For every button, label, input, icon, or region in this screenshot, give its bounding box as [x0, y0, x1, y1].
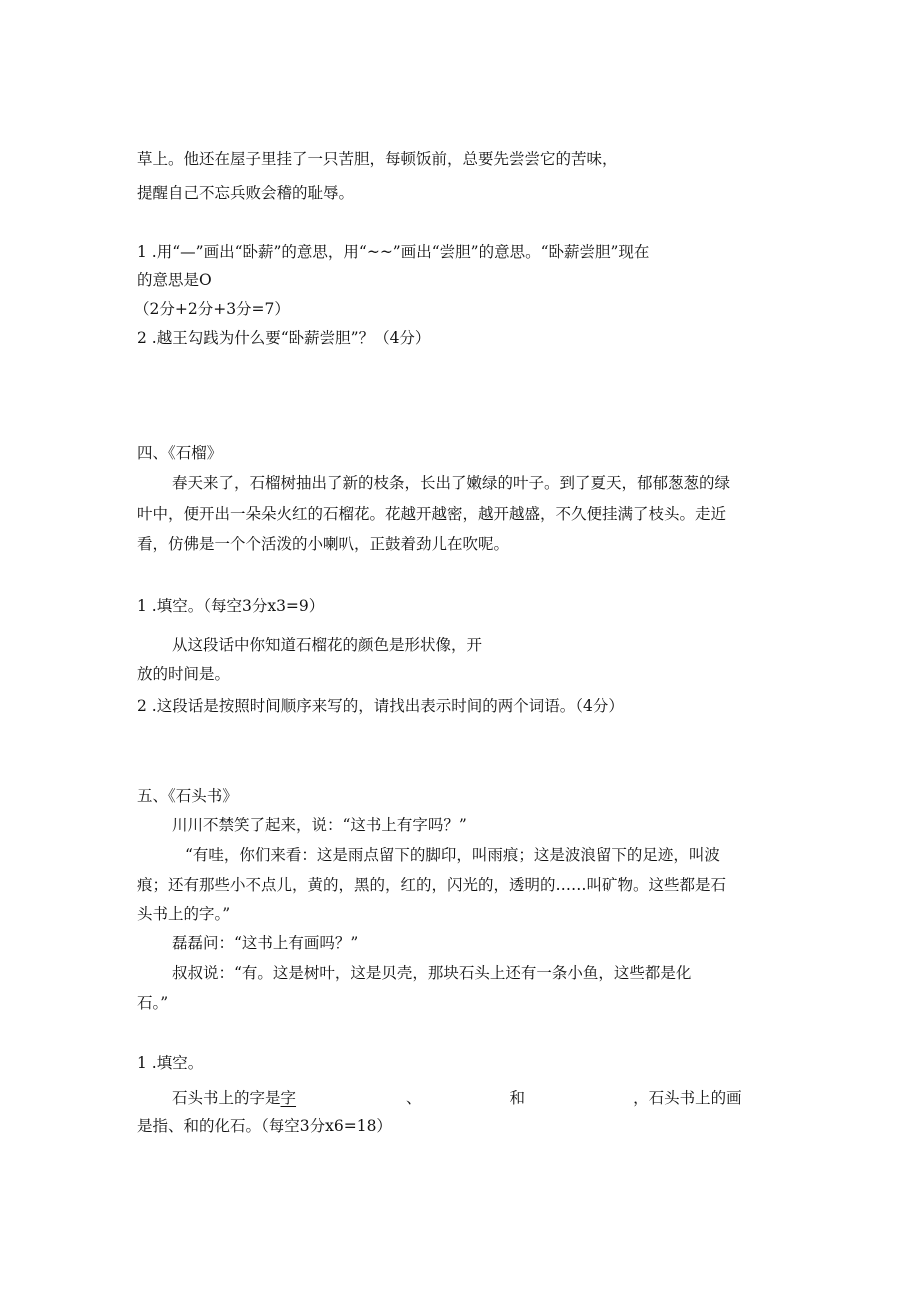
section-heading: 五、《石头书》 [137, 787, 238, 805]
paragraph-line: 叶中，便开出一朵朵火红的石榴花。花越开越密，越开越盛，不久便挂满了枝头。走近 [137, 505, 727, 523]
fill-blank-line-1: 从这段话中你知道石榴花的颜色是形状像，开 [172, 636, 483, 654]
fill-blank-line-1 [172, 1088, 742, 1108]
dialogue-line: 石。” [137, 994, 169, 1012]
fill-blank-line-2: 放的时间是。 [137, 665, 231, 683]
question-1-line-2: 的意思是O [137, 271, 212, 289]
fill-text: ，石头书上的画 [633, 1089, 742, 1107]
intro-line-2: 提醒自己不忘兵败会稽的耻辱。 [137, 184, 355, 202]
dialogue-line: “有哇，你们来看：这是雨点留下的脚印，叫雨痕；这是波浪留下的足迹，叫波 [185, 846, 720, 864]
fill-text: 石头书上的字是 [172, 1089, 281, 1107]
fill-answer: 字 [280, 1089, 297, 1107]
question-1-line-1: 1 .用“—”画出“卧薪”的意思，用“~~”画出“尝胆”的意思。“卧薪尝胆”现在 [137, 243, 650, 261]
dialogue-line: 川川不禁笑了起来，说：“这书上有字吗？” [172, 816, 467, 834]
question-2: 2 .越王勾践为什么要“卧薪尝胆”？（4分） [137, 329, 431, 347]
intro-line-1: 草上。他还在屋子里挂了一只苦胆，每顿饭前，总要先尝尝它的苦味， [137, 150, 618, 168]
dialogue-line: 磊磊问：“这书上有画吗？” [172, 934, 359, 952]
paragraph-line: 看，仿佛是一个个活泼的小喇叭，正鼓着劲儿在吹呢。 [137, 535, 510, 553]
dialogue-line: 痕；还有那些小不点儿，黄的，黑的，红的，闪光的，透明的……叫矿物。这些都是石 [137, 876, 727, 894]
fill-connector: 和 [509, 1089, 526, 1107]
question-1: 1 .填空。 [137, 1054, 204, 1072]
dialogue-line: 头书上的字。” [137, 905, 231, 923]
question-1: 1 .填空。（每空3分x3=9） [137, 597, 325, 615]
fill-blank-line-2: 是指、和的化石。（每空3分x6=18） [137, 1117, 392, 1135]
paragraph-line: 春天来了，石榴树抽出了新的枝条，长出了嫩绿的叶子。到了夏天，郁郁葱葱的绿 [172, 474, 731, 492]
fill-separator: 、 [406, 1089, 422, 1107]
dialogue-line: 叔叔说：“有。这是树叶，这是贝壳，那块石头上还有一条小鱼，这些都是化 [172, 964, 692, 982]
question-2: 2 .这段话是按照时间顺序来写的，请找出表示时间的两个词语。（4分） [137, 697, 624, 715]
question-1-score: （2分+2分+3分=7） [134, 300, 290, 318]
section-heading: 四、《石榴》 [137, 444, 223, 462]
